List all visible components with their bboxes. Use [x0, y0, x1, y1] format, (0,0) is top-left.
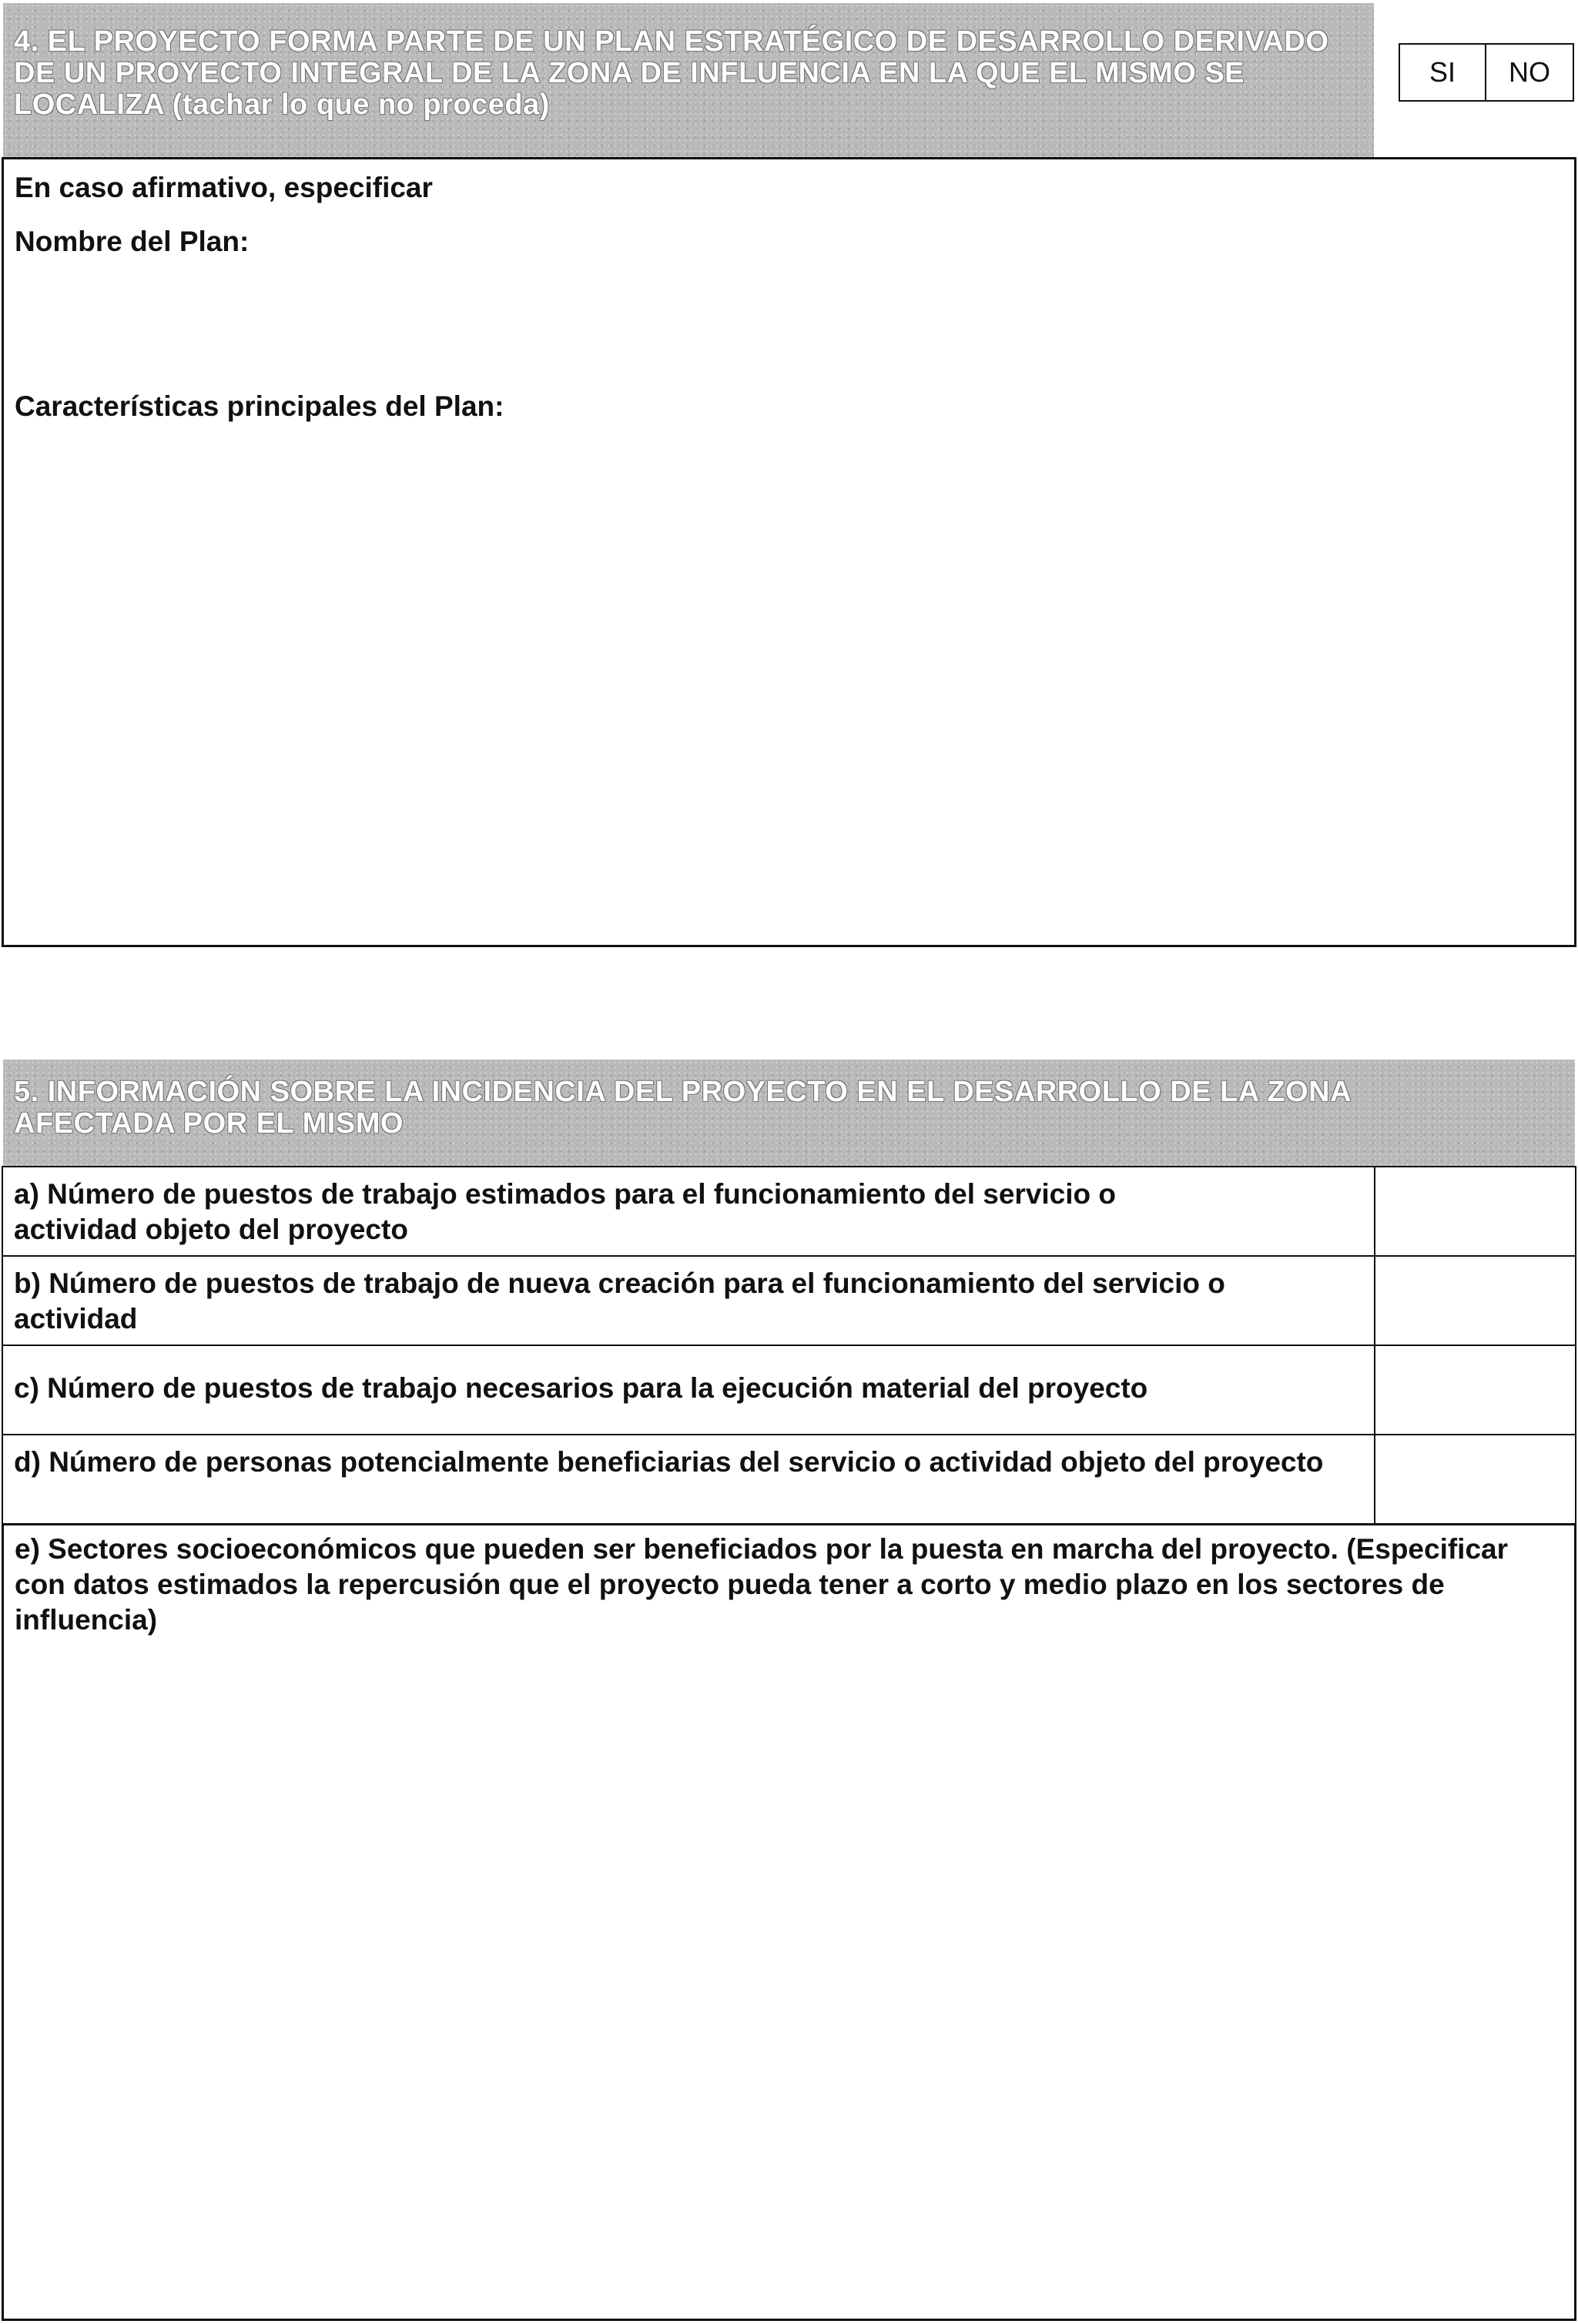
table-row-a: [2, 1166, 1375, 1257]
row-c-value[interactable]: [1374, 1345, 1576, 1435]
section4-title: 4. EL PROYECTO FORMA PARTE DE UN PLAN ESTRATÉGICO DE DESARROLLO DERIVADO DE UN PROYECTO INTEGRAL DE LA ZONA DE INFLUENCIA EN LA QUE EL MISMO SE LOCALIZA (tachar lo que no proceda): [14, 25, 1329, 121]
section4-note: (tachar lo que no proceda): [172, 89, 550, 121]
section4-intro: En caso afirmativo, especificar: [15, 172, 433, 203]
section5-header: [3, 1060, 1575, 1167]
sectors-field[interactable]: [15, 1638, 1563, 2300]
option-no[interactable]: NO: [1485, 43, 1574, 102]
table-row-d: [2, 1434, 1375, 1525]
section4-header: [3, 3, 1374, 157]
row-b-label: b) Número de puestos de trabajo de nueva creación para el funcionamiento del servicio o actividad: [14, 1267, 1225, 1334]
plan-features-label: Características principales del Plan:: [15, 390, 504, 422]
sectors-label: e) Sectores socioeconómicos que pueden ser beneficiados por la puesta en marcha del proyecto. (Especificar con datos estimados la repercusión que el proyecto pueda tener a corto y medio plazo en los sectores de influencia): [15, 1533, 1509, 1636]
section4-body: [2, 157, 1576, 947]
row-a-label: a) Número de puestos de trabajo estimados para el funcionamiento del servicio o actividad objeto del proyecto: [14, 1178, 1117, 1245]
sectors-box: [2, 1523, 1576, 2321]
plan-name-field[interactable]: [15, 263, 1563, 370]
row-a-value[interactable]: [1374, 1166, 1576, 1257]
row-c-label: c) Número de puestos de trabajo necesarios para la ejecución material del proyecto: [14, 1372, 1148, 1404]
table-row-c: [2, 1345, 1375, 1435]
row-d-label: d) Número de personas potencialmente beneficiarias del servicio o actividad objeto del proyecto: [14, 1446, 1324, 1478]
table-row-b: [2, 1255, 1375, 1346]
option-si[interactable]: SI: [1399, 43, 1486, 102]
plan-features-field[interactable]: [15, 429, 1563, 937]
section5-title: 5. INFORMACIÓN SOBRE LA INCIDENCIA DEL PROYECTO EN EL DESARROLLO DE LA ZONA AFECTADA POR EL MISMO: [14, 1076, 1351, 1140]
row-b-value[interactable]: [1374, 1255, 1576, 1346]
plan-name-label: Nombre del Plan:: [15, 226, 250, 257]
row-d-value[interactable]: [1374, 1434, 1576, 1525]
